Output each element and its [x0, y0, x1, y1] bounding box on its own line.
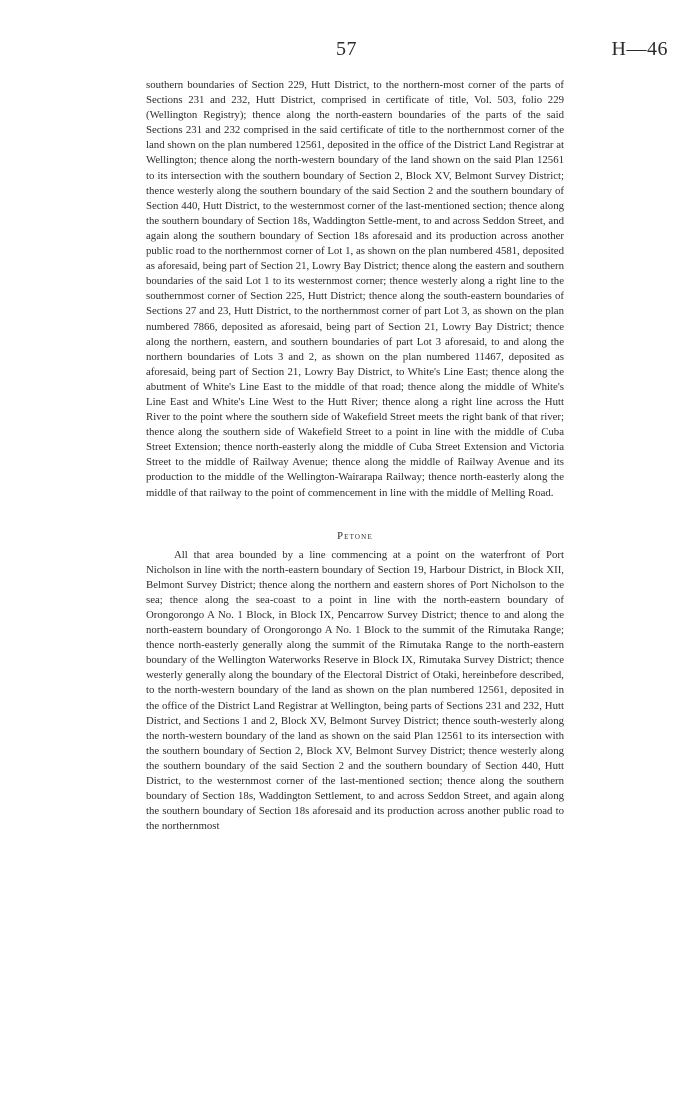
petone-boundary-paragraph: All that area bounded by a line commencing at a point on the waterfront of Port Nicholson in line with the north-eastern boundary of Section 19, Harbour District, in Block XII, Belmont Survey District; thence along the northern and eastern shores of Port Nicholson to the sea; thence along the sea-coast to a point in line with the north-eastern boundary of Orongorongo A No. 1 Block, in Block IX, Pencarrow Survey District; thence to and along the north-eastern boundary of Orongorongo A No. 1 Block to the summit of the Rimutaka Range; thence north-easterly generally along the summit of the Rimutaka Range to the north-eastern boundary of the Wellington Waterworks Reserve in Block IX, Rimutaka Survey District; thence westerly generally along the boundary of the Electoral District of Otaki, hereinbefore described, to the north-western boundary of the land as shown on the plan numbered 12561, deposited in the office of the District Land Registrar at Wellington, being parts of Sections 231 and 232, Hutt District, and Sections 1 and 2, Block XV, Belmont Survey District; thence south-westerly along the north-western boundary of the land as shown on the said Plan 12561 to its intersection with the southern boundary of Section 2, Block XV, Belmont Survey District; thence westerly along the southern boundary of the said Section 2 and the southern boundary of Section 440, Hutt District, to the westernmost corner of the last-mentioned section; thence along the southern boundary of Section 18s, Waddington Settlement, to and across Seddon Street, and again along the southern boundary of Section 18s aforesaid and its production across another public road to the northernmost [146, 548, 564, 833]
document-body [146, 78, 564, 834]
section-heading-petone: Petone [337, 530, 373, 542]
document-reference: H—46 [611, 38, 668, 60]
page-number: 57 [336, 38, 357, 60]
boundary-description-paragraph: southern boundaries of Section 229, Hutt District, to the northern-most corner of the parts of Sections 231 and 232, Hutt District, comprised in certificate of title, Vol. 503, folio 229 (Wellington Registry); thence along the north-eastern boundaries of the parts of the said Sections 231 and 232 comprised in the said certificate of title to the northernmost corner of the land shown on the plan numbered 12561, deposited in the office of the District Land Registrar at Wellington; thence along the north-western boundary of the land shown on the said Plan 12561 to its intersection with the southern boundary of Section 2, Block XV, Belmont Survey District; thence westerly along the southern boundary of the said Section 2 and the southern boundary of Section 440, Hutt District, to the westernmost corner of the last-mentioned section; thence along the southern boundary of Section 18s, Waddington Settle-ment, to and across Seddon Street, and again along the southern boundary of Section 18s aforesaid and its production across another public road to the northernmost corner of Lot 1, as shown on the plan numbered 4581, deposited as aforesaid, being part of Section 21, Lowry Bay District; thence along the eastern and southern boundaries of the said Lot 1 to its westernmost corner; thence westerly along a right line to the southernmost corner of Section 225, Hutt District; thence along the south-eastern boundaries of Sections 27 and 23, Hutt District, to the northernmost corner of part Lot 3, as shown on the plan numbered 7866, deposited as aforesaid, being part of Section 21, Lowry Bay District; thence along the northern, eastern, and southern boundaries of part Lot 3 aforesaid, to and along the northern boundaries of Lots 3 and 2, as shown on the plan numbered 11467, deposited as aforesaid, being part of Section 21, Lowry Bay District, to White's Line East; thence along the abutment of White's Line East to the middle of that road; thence along the middle of White's Line East and White's Line West to the Hutt River; thence along a right line across the Hutt River to the point where the southern side of Wakefield Street meets the right bank of that river; thence along the southern side of Wakefield Street to a point in line with the middle of Cuba Street Extension; thence north-easterly along the middle of Cuba Street Extension and Victoria Street to the middle of Railway Avenue; thence along the middle of Railway Avenue and its production to the middle of the Wellington-Wairarapa Railway; thence north-easterly along the middle of that railway to the point of commencement in line with the middle of Melling Road. [146, 79, 564, 499]
